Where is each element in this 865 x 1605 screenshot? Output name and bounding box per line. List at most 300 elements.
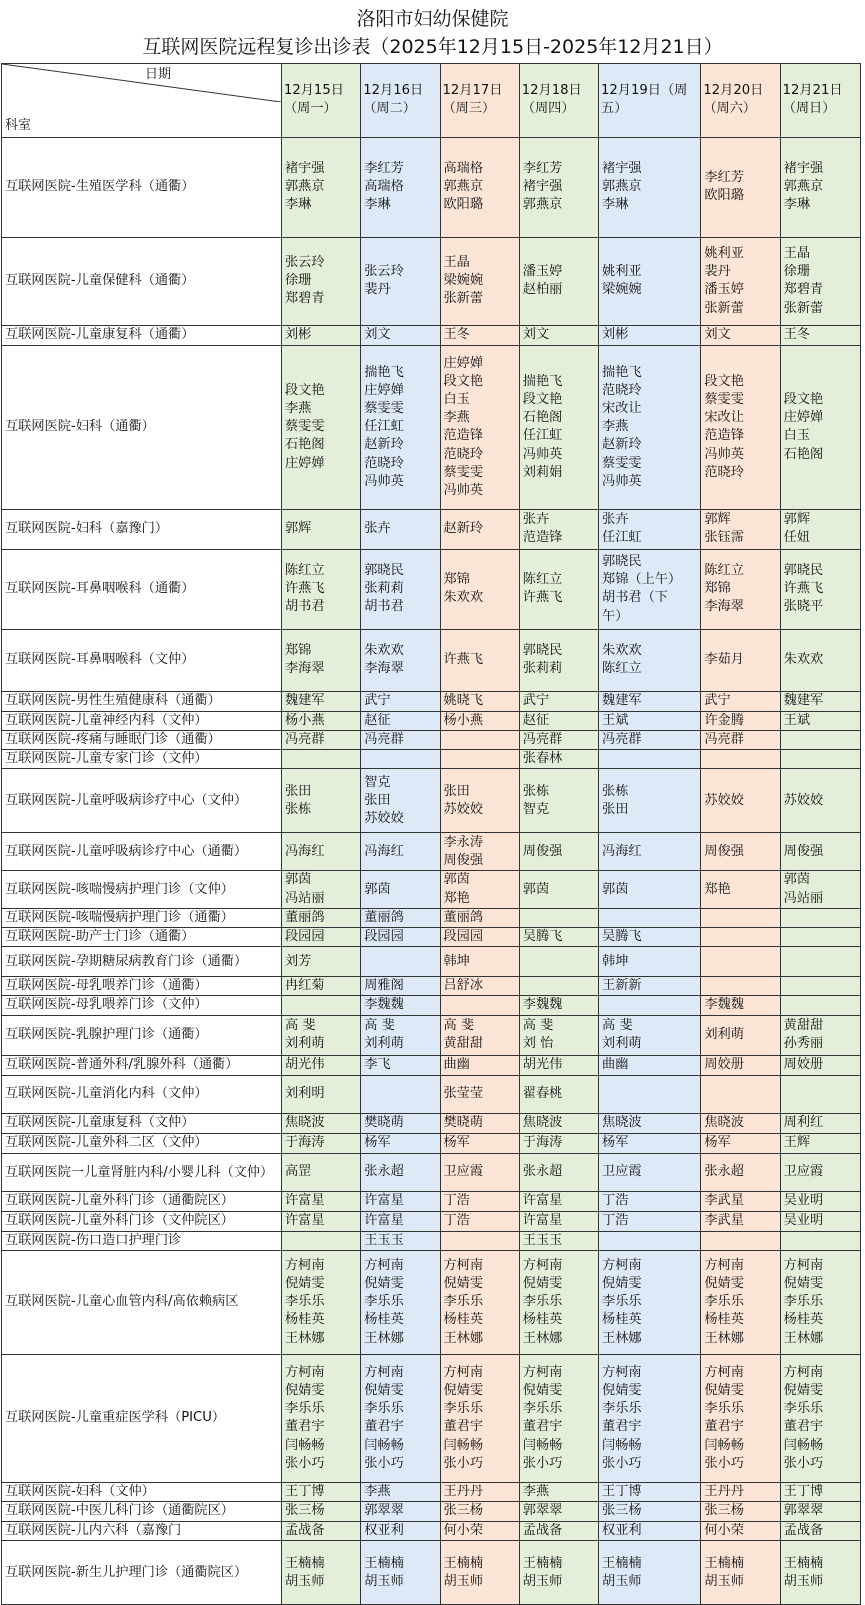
schedule-cell: 刘彬 [599,325,701,345]
schedule-cell [780,1231,860,1250]
schedule-cell [599,908,701,927]
day-header: 12月20日 （周六） [701,64,780,138]
schedule-cell: 卫应霞 [599,1153,701,1191]
schedule-cell: 郭茵 [361,871,440,908]
dept-cell: 互联网医院-儿童外科门诊（文仲院区） [2,1211,282,1231]
schedule-cell [780,977,860,996]
dept-cell: 互联网医院-伤口造口护理门诊 [2,1231,282,1250]
schedule-cell: 樊晓萌 [440,1113,519,1133]
schedule-cell: 王楠楠 胡玉师 [780,1541,860,1605]
schedule-cell: 杨军 [361,1133,440,1153]
schedule-cell: 翟春桃 [519,1075,598,1113]
schedule-cell: 朱欢欢 [780,629,860,691]
dept-cell: 互联网医院-儿童心血管内科/高依赖病区 [2,1250,282,1354]
dept-cell: 互联网医院-咳喘慢病护理门诊（文仲） [2,871,282,908]
schedule-cell [440,750,519,769]
schedule-cell: 方柯南 倪婧雯 李乐乐 董君宇 闫畅畅 张小巧 [701,1354,780,1482]
schedule-cell: 张三杨 [440,1502,519,1522]
schedule-cell: 郭辉 张钰霈 [701,509,780,549]
schedule-cell: 张永超 [361,1153,440,1191]
schedule-cell: 李茹月 [701,629,780,691]
dept-cell: 互联网医院-儿童呼吸病诊疗中心（文仲） [2,769,282,833]
schedule-cell: 方柯南 倪婧雯 李乐乐 董君宇 闫畅畅 张小巧 [281,1354,360,1482]
schedule-cell: 魏建军 [780,691,860,711]
schedule-cell: 方柯南 倪婧雯 李乐乐 杨桂英 王林娜 [780,1250,860,1354]
schedule-cell: 张三杨 [599,1502,701,1522]
schedule-cell: 王冬 [440,325,519,345]
schedule-cell: 张三杨 [701,1502,780,1522]
schedule-cell: 揣艳飞 段文艳 石艳阁 任江虹 冯帅英 刘莉娟 [519,345,598,509]
schedule-cell: 方柯南 倪婧雯 李乐乐 杨桂英 王林娜 [361,1250,440,1354]
schedule-cell: 郭晓民 郑锦（上午） 胡书君（下 午） [599,549,701,629]
dept-cell: 互联网医院-儿内六科（嘉豫门 [2,1522,282,1541]
schedule-cell: 张卉 范造锋 [519,509,598,549]
schedule-cell: 丁浩 [440,1191,519,1211]
schedule-cell: 郭辉 [281,509,360,549]
dept-cell: 互联网医院-儿童专家门诊（文仲） [2,750,282,769]
table-row [2,1482,861,1501]
schedule-cell: 权亚利 [361,1522,440,1541]
dept-cell: 互联网医院-儿童康复科（通衢） [2,325,282,345]
schedule-cell: 郭晓民 张莉莉 [519,629,598,691]
table-row [2,1015,861,1055]
schedule-cell [780,908,860,927]
schedule-cell [701,928,780,947]
schedule-cell: 赵征 [519,711,598,730]
schedule-cell: 郭茵 郑艳 [440,871,519,908]
dept-cell: 互联网医院-儿童保健科（通衢） [2,237,282,325]
schedule-cell: 张栋 张田 [599,769,701,833]
dept-cell: 互联网医院-疼痛与睡眠门诊（通衢） [2,731,282,750]
schedule-cell [780,731,860,750]
schedule-cell: 王楠楠 胡玉师 [701,1541,780,1605]
schedule-cell [440,731,519,750]
schedule-cell: 陈红立 郑锦 李海翠 [701,549,780,629]
schedule-cell: 揣艳飞 范晓玲 宋改让 李燕 赵新玲 蔡雯雯 冯帅英 [599,345,701,509]
schedule-cell: 周姣册 [701,1055,780,1075]
schedule-cell: 陈红立 许燕飞 胡书君 [281,549,360,629]
corner-cell [2,64,282,138]
schedule-cell: 许富星 [519,1191,598,1211]
schedule-cell: 于海涛 [281,1133,360,1153]
schedule-cell: 张云玲 裴丹 [361,237,440,325]
schedule-cell: 高 斐 黄甜甜 [440,1015,519,1055]
schedule-cell: 杨小燕 [281,711,360,730]
schedule-cell: 郭翠翠 [519,1502,598,1522]
dept-header-label: 科室 [5,117,32,133]
schedule-cell: 郭翠翠 [780,1502,860,1522]
schedule-cell: 庄婷婵 段文艳 白玉 李燕 范造锋 范晓玲 蔡雯雯 冯帅英 [440,345,519,509]
schedule-cell: 张卉 任江虹 [599,509,701,549]
schedule-cell: 杨军 [701,1133,780,1153]
schedule-cell: 李燕 [361,1482,440,1501]
schedule-cell: 陈红立 许燕飞 [519,549,598,629]
table-row [2,1250,861,1354]
dept-cell: 互联网医院-助产士门诊（通衢） [2,928,282,947]
table-row [2,1153,861,1191]
day-header: 12月19日（周 五） [599,64,701,138]
schedule-cell: 段园园 [361,928,440,947]
schedule-cell: 杨军 [599,1133,701,1153]
schedule-cell: 许富星 [281,1211,360,1231]
schedule-cell: 苏姣姣 [701,769,780,833]
table-row [2,1055,861,1075]
schedule-cell: 卫应霞 [780,1153,860,1191]
schedule-cell: 武宁 [701,691,780,711]
schedule-cell: 赵征 [361,711,440,730]
schedule-cell: 王斌 [599,711,701,730]
schedule-cell: 张栋 智克 [519,769,598,833]
schedule-cell: 朱欢欢 陈红立 [599,629,701,691]
dept-cell: 互联网医院-儿童呼吸病诊疗中心（通衢） [2,833,282,871]
dept-cell: 互联网医院-儿童重症医学科（PICU） [2,1354,282,1482]
schedule-cell: 胡光伟 [519,1055,598,1075]
schedule-cell [281,1231,360,1250]
schedule-cell: 高 斐 刘利萌 [361,1015,440,1055]
schedule-cell: 方柯南 倪婧雯 李乐乐 杨桂英 王林娜 [281,1250,360,1354]
schedule-cell: 吕舒冰 [440,977,519,996]
table-row [2,871,861,908]
schedule-cell: 周姣册 [780,1055,860,1075]
schedule-cell: 王楠楠 胡玉师 [599,1541,701,1605]
schedule-cell: 王辉 [780,1133,860,1153]
schedule-cell: 丁浩 [440,1211,519,1231]
schedule-cell [701,908,780,927]
schedule-cell: 苏姣姣 [780,769,860,833]
schedule-cell: 郭茵 冯站丽 [780,871,860,908]
schedule-cell: 魏建军 [281,691,360,711]
schedule-cell: 武宁 [519,691,598,711]
schedule-cell: 王斌 [780,711,860,730]
schedule-cell: 许富星 [361,1191,440,1211]
schedule-cell: 张卉 [361,509,440,549]
table-row [2,325,861,345]
schedule-cell: 郭茵 [519,871,598,908]
schedule-cell: 王楠楠 胡玉师 [361,1541,440,1605]
schedule-cell: 方柯南 倪婧雯 李乐乐 董君宇 闫畅畅 张小巧 [780,1354,860,1482]
schedule-cell: 杨军 [440,1133,519,1153]
table-row [2,947,861,977]
schedule-cell: 刘芳 [281,947,360,977]
schedule-cell: 段文艳 庄婷婵 白玉 石艳阁 [780,345,860,509]
schedule-cell: 许金腾 [701,711,780,730]
schedule-cell: 焦晓波 [701,1113,780,1133]
page-title: 洛阳市妇幼保健院 [356,8,509,30]
schedule-cell: 褚宇强 郭燕京 李琳 [780,137,860,237]
schedule-cell: 褚宇强 郭燕京 李琳 [281,137,360,237]
dept-cell: 互联网医院-男性生殖健康科（通衢） [2,691,282,711]
schedule-cell: 张三杨 [281,1502,360,1522]
dept-cell: 互联网医院-耳鼻咽喉科（通衢） [2,549,282,629]
page-subtitle: 互联网医院远程复诊出诊表（2025年12月15日-2025年12月21日） [142,36,723,58]
schedule-cell: 刘彬 [281,325,360,345]
dept-cell: 互联网医院一儿童肾脏内科/小婴儿科（文仲） [2,1153,282,1191]
schedule-cell: 许富星 [519,1211,598,1231]
schedule-cell [701,1075,780,1113]
schedule-cell [701,750,780,769]
table-row [2,1541,861,1605]
schedule-cell: 魏建军 [599,691,701,711]
schedule-cell: 张春林 [519,750,598,769]
schedule-cell: 刘文 [701,325,780,345]
schedule-cell: 潘玉婷 赵柏丽 [519,237,598,325]
schedule-cell: 褚宇强 郭燕京 李琳 [599,137,701,237]
schedule-cell: 冯亮群 [519,731,598,750]
day-header: 12月17日 （周三） [440,64,519,138]
schedule-cell: 赵新玲 [440,509,519,549]
schedule-cell: 周俊强 [780,833,860,871]
dept-cell: 互联网医院-生殖医学科（通衢） [2,137,282,237]
header-row [2,64,861,138]
schedule-cell: 郑艳 [701,871,780,908]
schedule-cell: 王玉玉 [519,1231,598,1250]
schedule-cell [599,996,701,1015]
schedule-cell: 揣艳飞 庄婷婵 蔡雯雯 任江虹 赵新玲 范晓玲 冯帅英 [361,345,440,509]
schedule-cell [519,947,598,977]
schedule-cell [599,750,701,769]
schedule-cell [599,1075,701,1113]
schedule-cell: 曲幽 [599,1055,701,1075]
dept-cell: 互联网医院-妇科（通衢） [2,345,282,509]
schedule-cell: 方柯南 倪婧雯 李乐乐 杨桂英 王林娜 [599,1250,701,1354]
schedule-cell: 张田 张栋 [281,769,360,833]
table-row [2,1522,861,1541]
schedule-cell: 王丹丹 [701,1482,780,1501]
schedule-cell: 何小荣 [440,1522,519,1541]
schedule-cell: 张云玲 徐珊 郑碧青 [281,237,360,325]
schedule-cell: 冯亮群 [281,731,360,750]
schedule-cell: 张田 苏姣姣 [440,769,519,833]
table-row [2,833,861,871]
schedule-cell: 郑锦 李海翠 [281,629,360,691]
table-row [2,509,861,549]
schedule-cell: 王楠楠 胡玉师 [519,1541,598,1605]
schedule-cell: 焦晓波 [281,1113,360,1133]
schedule-cell [281,750,360,769]
schedule-cell: 方柯南 倪婧雯 李乐乐 杨桂英 王林娜 [701,1250,780,1354]
table-row [2,908,861,927]
schedule-cell: 李魏魏 [519,996,598,1015]
schedule-cell: 高罡 [281,1153,360,1191]
schedule-cell: 孟战备 [519,1522,598,1541]
table-row [2,1354,861,1482]
schedule-cell [701,1231,780,1250]
schedule-cell: 张莹莹 [440,1075,519,1113]
schedule-cell: 高 斐 刘 怡 [519,1015,598,1055]
schedule-cell: 董丽鸽 [361,908,440,927]
schedule-cell: 方柯南 倪婧雯 李乐乐 董君宇 闫畅畅 张小巧 [599,1354,701,1482]
schedule-cell: 冯亮群 [361,731,440,750]
schedule-cell: 吴业明 [780,1191,860,1211]
schedule-cell: 曲幽 [440,1055,519,1075]
day-header: 12月21日 （周日） [780,64,860,138]
table-row [2,1502,861,1522]
table-row [2,750,861,769]
schedule-cell [440,996,519,1015]
schedule-cell [519,908,598,927]
schedule-cell: 杨小燕 [440,711,519,730]
schedule-cell [780,928,860,947]
schedule-cell: 智克 张田 苏姣姣 [361,769,440,833]
schedule-cell: 孟战备 [281,1522,360,1541]
schedule-cell: 冉红菊 [281,977,360,996]
schedule-cell: 郭翠翠 [361,1502,440,1522]
schedule-cell: 姚利亚 裴丹 潘玉婷 张新蕾 [701,237,780,325]
schedule-cell: 刘利萌 [701,1015,780,1055]
schedule-cell [519,977,598,996]
dept-cell: 互联网医院-中医儿科门诊（通衢院区） [2,1502,282,1522]
date-header-label: 日期 [144,67,171,82]
schedule-cell: 方柯南 倪婧雯 李乐乐 董君宇 闫畅畅 张小巧 [519,1354,598,1482]
schedule-cell: 李红芳 高瑞格 李琳 [361,137,440,237]
schedule-cell: 方柯南 倪婧雯 李乐乐 董君宇 闫畅畅 张小巧 [361,1354,440,1482]
table-row [2,996,861,1015]
schedule-cell: 冯亮群 [599,731,701,750]
schedule-cell: 张永超 [701,1153,780,1191]
table-row [2,731,861,750]
dept-cell: 互联网医院-儿童消化内科（文仲） [2,1075,282,1113]
schedule-cell [780,750,860,769]
schedule-cell: 郑锦 朱欢欢 [440,549,519,629]
table-row [2,237,861,325]
schedule-cell: 吴腾飞 [599,928,701,947]
schedule-cell: 周雅阁 [361,977,440,996]
schedule-cell: 何小荣 [701,1522,780,1541]
schedule-cell: 段文艳 李燕 蔡雯雯 石艳阁 庄婷婵 [281,345,360,509]
schedule-cell: 冯海红 [599,833,701,871]
schedule-cell: 许燕飞 [440,629,519,691]
schedule-table [1,63,861,1605]
schedule-cell: 吴业明 [780,1211,860,1231]
schedule-cell: 王新新 [599,977,701,996]
dept-cell: 互联网医院-儿童外科门诊（通衢院区） [2,1191,282,1211]
schedule-cell [780,947,860,977]
table-row [2,691,861,711]
schedule-cell: 朱欢欢 李海翠 [361,629,440,691]
schedule-cell: 张永超 [519,1153,598,1191]
table-row [2,769,861,833]
day-header: 12月18日 （周四） [519,64,598,138]
corner-diagonal [2,64,281,102]
schedule-cell: 段园园 [440,928,519,947]
schedule-cell [701,977,780,996]
schedule-cell: 周俊强 [519,833,598,871]
schedule-cell [701,947,780,977]
schedule-cell [361,1075,440,1113]
schedule-cell: 王冬 [780,325,860,345]
schedule-cell: 董丽鸽 [440,908,519,927]
schedule-cell: 焦晓波 [599,1113,701,1133]
schedule-cell: 李红芳 欧阳璐 [701,137,780,237]
schedule-cell: 韩坤 [440,947,519,977]
schedule-cell: 姚利亚 梁婉婉 [599,237,701,325]
schedule-cell: 周俊强 [701,833,780,871]
schedule-cell: 王丹丹 [440,1482,519,1501]
schedule-cell: 胡光伟 [281,1055,360,1075]
day-header: 12月16日 （周二） [361,64,440,138]
table-row [2,1211,861,1231]
schedule-cell: 丁浩 [599,1211,701,1231]
dept-cell: 互联网医院-母乳喂养门诊（文仲） [2,996,282,1015]
schedule-cell: 王丁博 [780,1482,860,1501]
schedule-cell: 权亚利 [599,1522,701,1541]
schedule-cell [361,947,440,977]
schedule-cell: 李红芳 褚宇强 郭燕京 [519,137,598,237]
schedule-cell: 方柯南 倪婧雯 李乐乐 杨桂英 王林娜 [440,1250,519,1354]
schedule-cell: 王楠楠 胡玉师 [281,1541,360,1605]
schedule-cell: 武宁 [361,691,440,711]
schedule-cell: 段园园 [281,928,360,947]
schedule-cell [440,1231,519,1250]
table-row [2,1075,861,1113]
schedule-cell: 李飞 [361,1055,440,1075]
schedule-cell: 许富星 [281,1191,360,1211]
schedule-cell [780,996,860,1015]
schedule-cell: 于海涛 [519,1133,598,1153]
table-row [2,1231,861,1250]
day-header: 12月15日 （周一） [281,64,360,138]
dept-cell: 互联网医院-耳鼻咽喉科（文仲） [2,629,282,691]
schedule-cell: 王晶 梁婉婉 张新蕾 [440,237,519,325]
schedule-cell: 段文艳 蔡雯雯 宋改让 范造锋 冯帅英 范晓玲 [701,345,780,509]
table-row [2,1191,861,1211]
schedule-cell: 李魏魏 [361,996,440,1015]
schedule-cell: 方柯南 倪婧雯 李乐乐 杨桂英 王林娜 [519,1250,598,1354]
schedule-cell: 刘文 [519,325,598,345]
schedule-cell: 郭茵 [599,871,701,908]
schedule-cell: 韩坤 [599,947,701,977]
schedule-cell: 孟战备 [780,1522,860,1541]
schedule-cell: 冯亮群 [701,731,780,750]
schedule-cell: 王楠楠 胡玉师 [440,1541,519,1605]
dept-cell: 互联网医院-新生儿护理门诊（通衢院区） [2,1541,282,1605]
schedule-cell: 樊晓萌 [361,1113,440,1133]
schedule-cell: 周利红 [780,1113,860,1133]
schedule-cell: 王玉玉 [361,1231,440,1250]
dept-cell: 互联网医院-乳腺护理门诊（通衢） [2,1015,282,1055]
schedule-cell: 黄甜甜 孙秀丽 [780,1015,860,1055]
schedule-cell: 郭辉 任妞 [780,509,860,549]
schedule-cell: 冯海红 [361,833,440,871]
schedule-cell: 卫应霞 [440,1153,519,1191]
schedule-cell: 冯海红 [281,833,360,871]
table-row [2,977,861,996]
schedule-cell [780,1075,860,1113]
schedule-cell: 刘文 [361,325,440,345]
dept-cell: 互联网医院-妇科（嘉豫门） [2,509,282,549]
schedule-cell: 姚晓飞 [440,691,519,711]
schedule-cell [281,996,360,1015]
schedule-cell [599,1231,701,1250]
schedule-cell: 焦晓波 [519,1113,598,1133]
schedule-cell: 李武星 [701,1191,780,1211]
schedule-cell: 郭晓民 许燕飞 张晓平 [780,549,860,629]
dept-cell: 互联网医院-妇科（文仲） [2,1482,282,1501]
table-row [2,345,861,509]
schedule-cell: 李魏魏 [701,996,780,1015]
dept-cell: 互联网医院-儿童康复科（文仲） [2,1113,282,1133]
dept-cell: 互联网医院-咳喘慢病护理门诊（通衢） [2,908,282,927]
table-row [2,928,861,947]
dept-cell: 互联网医院-普通外科/乳腺外科（通衢） [2,1055,282,1075]
schedule-cell: 王丁博 [281,1482,360,1501]
schedule-cell: 丁浩 [599,1191,701,1211]
schedule-cell [361,750,440,769]
table-row [2,629,861,691]
schedule-cell: 吴腾飞 [519,928,598,947]
schedule-cell: 董丽鸽 [281,908,360,927]
table-row [2,549,861,629]
